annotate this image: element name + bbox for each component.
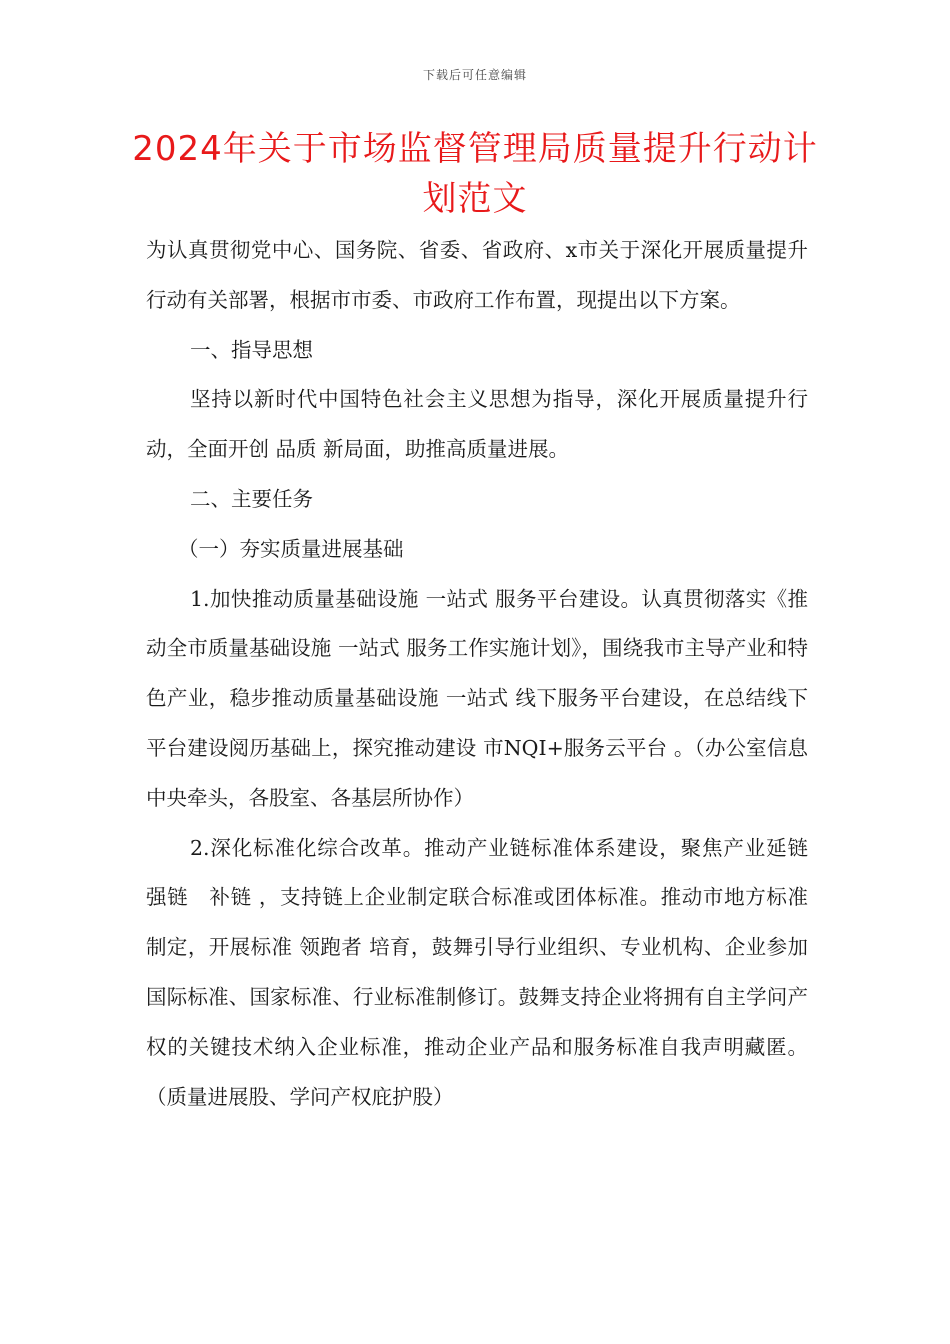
subsection-heading-quality-foundation: （一）夯实质量进展基础 [178,536,404,561]
document-body [146,226,829,1122]
header-note: 下载后可任意编辑 [422,68,527,82]
paragraph-task-2: 2.深化标准化综合改革。推动产业链标准体系建设，聚焦产业延链 强链 补链 ，支持链上企业制定联合标准或团体标准。推动市地方标准制定，开展标准 领跑者 培育，鼓舞引导行业组织、专业机构、企业参加国际标准、国家标准、行业标准制修订。鼓舞支持企业将拥有自主学问产权的关键技术纳入企业标准，推动企业产品和服务标准自我声明藏匿。（质量进展股、学问产权庇护股） [146,835,829,1109]
section-heading-guiding-thought: 一、指导思想 [190,337,313,362]
paragraph-task-1: 1.加快推动质量基础设施 一站式 服务平台建设。认真贯彻落实《推动全市质量基础设施 一站式 服务工作实施计划》，围绕我市主导产业和特色产业，稳步推动质量基础设施 一站式 线下服务平台建设，在总结线下平台建设阅历基础上，探究推动建设 市NQI+服务云平台 。（办公室信息中央牵头，各股室、各基层所协作） [146,586,808,810]
section-heading-main-tasks: 二、主要任务 [190,486,313,511]
paragraph-guiding-thought: 坚持以新时代中国特色社会主义思想为指导，深化开展质量提升行动，全面开创 品质 新局面，助推高质量进展。 [146,387,808,462]
document-title: 2024年关于市场监督管理局质量提升行动计划范文 [132,129,818,219]
paragraph-intro: 为认真贯彻党中心、国务院、省委、省政府、x市关于深化开展质量提升行动有关部署，根据市市委、市政府工作布置，现提出以下方案。 [146,238,808,312]
